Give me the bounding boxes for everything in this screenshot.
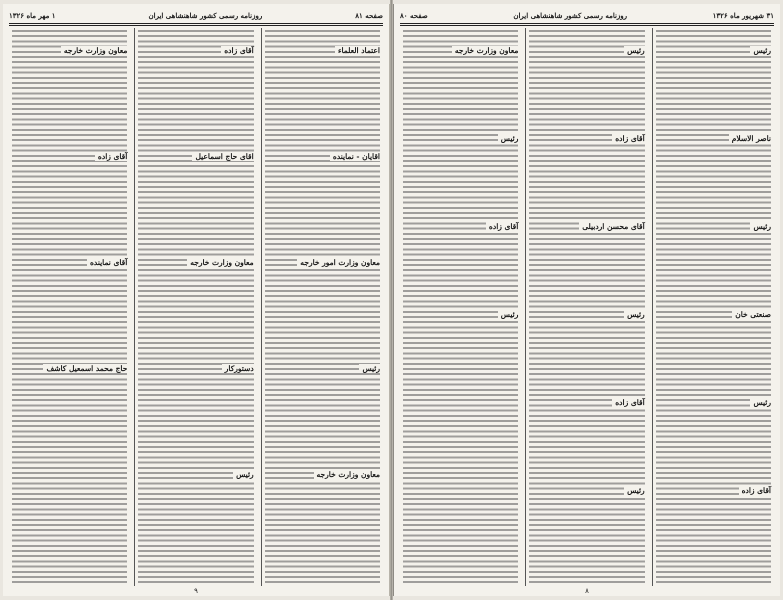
- speaker-name: آقای زاده: [739, 486, 771, 495]
- speaker-name: معاون وزارت خارجه: [187, 258, 253, 267]
- speaker-name: رئیس: [359, 364, 380, 373]
- speaker-name: آقای محسن اردبیلی: [579, 222, 644, 231]
- column: [525, 28, 647, 586]
- speaker-name: رئیس: [624, 46, 645, 55]
- right-footer-page-number: ۸: [585, 587, 589, 595]
- left-header-title: روزنامه رسمی کشور شاهنشاهی ایران: [148, 10, 263, 20]
- text-lines: [138, 28, 253, 586]
- speaker-name: آقای زاده: [612, 398, 644, 407]
- text-lines: [529, 28, 644, 586]
- speaker-name: ناصر الاسلام: [729, 134, 771, 143]
- text-lines: [656, 28, 771, 586]
- column: [652, 28, 774, 586]
- speaker-name: آقای زاده: [486, 222, 518, 231]
- left-header-date: ۱ مهر ماه ۱۳۲۶: [9, 10, 56, 20]
- column: [9, 28, 130, 586]
- speaker-name: رئیس: [750, 222, 771, 231]
- header-rule: [9, 25, 383, 26]
- speaker-name: رئیس: [750, 46, 771, 55]
- header-rule: [400, 23, 774, 24]
- text-lines: [12, 28, 127, 586]
- right-header-date: ۳۱ شهریور ماه ۱۳۲۶: [712, 10, 774, 20]
- speaker-name: رئیس: [624, 486, 645, 495]
- speaker-name: حاج محمد اسمعیل کاشف: [43, 364, 127, 373]
- column: [400, 28, 521, 586]
- speaker-name: آقای زاده: [221, 46, 253, 55]
- column: [134, 28, 256, 586]
- speaker-name: صنعتی خان: [732, 310, 771, 319]
- right-header-page-number: صفحه ۸۰: [400, 10, 428, 20]
- header-rule: [400, 25, 774, 26]
- speaker-name: رئیس: [624, 310, 645, 319]
- speaker-name: آقای نماینده: [87, 258, 127, 267]
- header-rule: [9, 23, 383, 24]
- left-page: [3, 4, 390, 596]
- speaker-name: رئیس: [498, 134, 519, 143]
- text-lines: [403, 28, 518, 586]
- right-page: [393, 4, 780, 596]
- right-page-header: [400, 8, 774, 22]
- speaker-name: آقای زاده: [612, 134, 644, 143]
- speaker-name: آقای زاده: [95, 152, 127, 161]
- left-header-page-number: صفحه ۸۱: [355, 10, 383, 20]
- speaker-name: رئیس: [750, 398, 771, 407]
- left-columns: [9, 28, 383, 586]
- left-page-header: [9, 8, 383, 22]
- page-fold: [390, 0, 393, 600]
- speaker-name: رئیس: [498, 310, 519, 319]
- speaker-name: دستورکار: [222, 364, 254, 373]
- left-footer-page-number: ۹: [194, 587, 198, 595]
- column: [261, 28, 383, 586]
- speaker-name: اعتماد العلماء: [335, 46, 380, 55]
- text-lines: [265, 28, 380, 586]
- right-header-title: روزنامه رسمی کشور شاهنشاهی ایران: [513, 10, 628, 20]
- speaker-name: معاون وزارت خارجه: [61, 46, 127, 55]
- speaker-name: معاون وزارت خارجه: [314, 470, 380, 479]
- speaker-name: اقای حاج اسماعیل: [192, 152, 253, 161]
- speaker-name: اقایان - نماینده: [330, 152, 380, 161]
- speaker-name: رئیس: [233, 470, 254, 479]
- right-columns: [400, 28, 774, 586]
- speaker-name: معاون وزارت خارجه: [452, 46, 518, 55]
- speaker-name: معاون وزارت امور خارجه: [297, 258, 380, 267]
